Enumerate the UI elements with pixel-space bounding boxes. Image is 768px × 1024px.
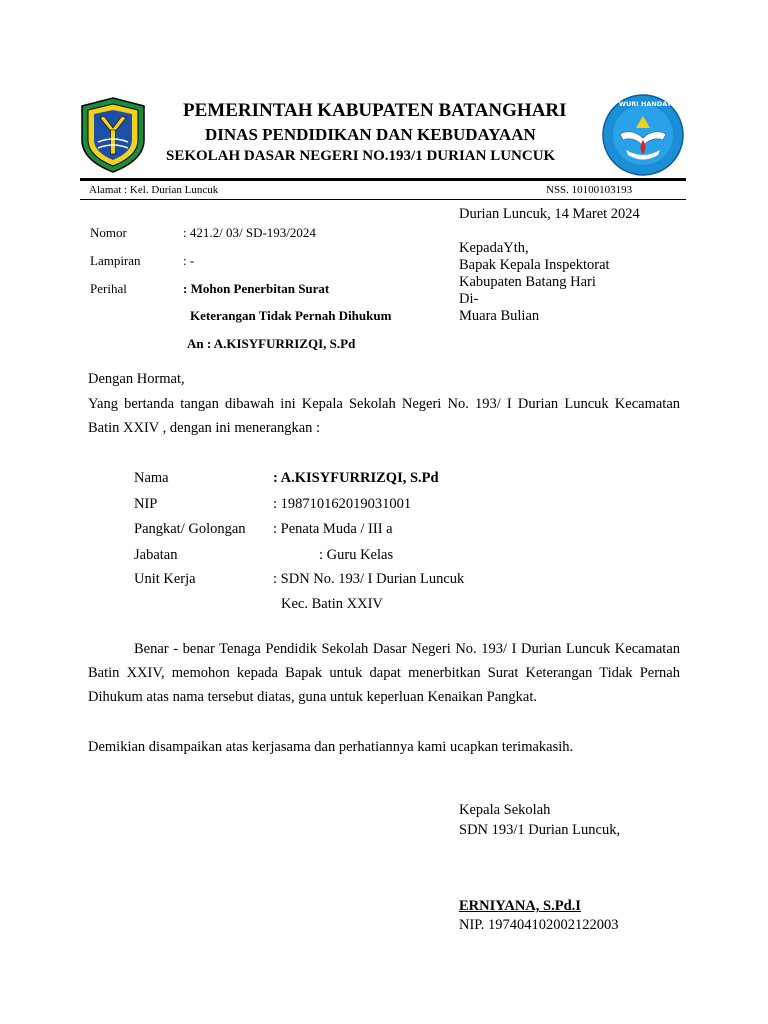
greeting: Dengan Hormat,: [88, 371, 185, 387]
closing-sentence: Demikian disampaikan atas kerjasama dan perhatiannya kami ucapkan terimakasih.: [88, 739, 574, 755]
intro-paragraph: Yang bertanda tangan dibawah ini Kepala Sekolah Negeri No. 193/ I Durian Luncuk Kecamatan Batin XXIV , dengan ini menerangkan :: [88, 396, 680, 436]
nomor-value: : 421.2/ 03/ SD-193/2024: [183, 225, 316, 240]
perihal-line-2: Keterangan Tidak Pernah Dihukum: [190, 308, 392, 323]
nip-value: : 198710162019031001: [273, 496, 412, 512]
main-paragraph: Benar - benar Tenaga Pendidik Sekolah Dasar Negeri No. 193/ I Durian Luncuk Kecamatan Batin XXIV, memohon kepada Bapak untuk dapat menerbitkan Surat Keterangan Tidak Pernah Dihukum atas nama tersebut diatas, guna untuk keperluan Kenaikan Pangkat.: [88, 641, 680, 705]
lampiran-label: Lampiran: [90, 253, 141, 268]
recipient-line-1: KepadaYth,: [459, 240, 529, 256]
unit-kerja-value: : SDN No. 193/ I Durian Luncuk: [273, 571, 465, 587]
signatory-name: ERNIYANA, S.Pd.I: [459, 898, 581, 914]
school-address: Alamat : Kel. Durian Luncuk: [89, 184, 219, 196]
nip-label: NIP: [134, 496, 158, 512]
lampiran-value: : -: [183, 253, 195, 268]
recipient-line-3: Kabupaten Batang Hari: [459, 274, 596, 290]
recipient-line-5: Muara Bulian: [459, 308, 540, 324]
nama-label: Nama: [134, 470, 169, 486]
recipient-line-2: Bapak Kepala Inspektorat: [459, 257, 610, 273]
place-date: Durian Luncuk, 14 Maret 2024: [459, 206, 640, 222]
letterhead-thin-rule: [80, 199, 686, 200]
pangkat-label: Pangkat/ Golongan: [134, 521, 246, 537]
jabatan-label: Jabatan: [134, 547, 178, 563]
recipient-line-4: Di-: [459, 291, 479, 307]
logo-text: TUT WURI HANDAYANI: [602, 100, 684, 108]
nama-value: : A.KISYFURRIZQI, S.Pd: [273, 470, 439, 486]
perihal-line-1: : Mohon Penerbitan Surat: [183, 281, 330, 296]
pangkat-value: : Penata Muda / III a: [273, 521, 393, 537]
unit-kerja-label: Unit Kerja: [134, 571, 196, 587]
letterhead-line-1: PEMERINTAH KABUPATEN BATANGHARI: [183, 100, 567, 121]
batanghari-regency-emblem: [78, 96, 148, 174]
tut-wuri-handayani-logo: [600, 94, 686, 176]
perihal-line-3: An : A.KISYFURRIZQI, S.Pd: [187, 336, 356, 351]
school-nss: NSS. 10100103193: [546, 184, 633, 196]
letterhead-thick-rule: [80, 178, 686, 181]
nomor-label: Nomor: [90, 225, 127, 240]
perihal-label: Perihal: [90, 281, 127, 296]
unit-kerja-value-2: Kec. Batin XXIV: [281, 596, 383, 612]
letterhead-line-2: DINAS PENDIDIKAN DAN KEBUDAYAAN: [205, 125, 536, 144]
jabatan-value: : Guru Kelas: [319, 547, 394, 563]
letterhead-line-3: SEKOLAH DASAR NEGERI NO.193/1 DURIAN LUNCUK: [166, 148, 556, 164]
signatory-nip: NIP. 197404102002122003: [459, 917, 619, 933]
signature-title-2: SDN 193/1 Durian Luncuk,: [459, 822, 621, 838]
signature-title-1: Kepala Sekolah: [459, 802, 551, 818]
